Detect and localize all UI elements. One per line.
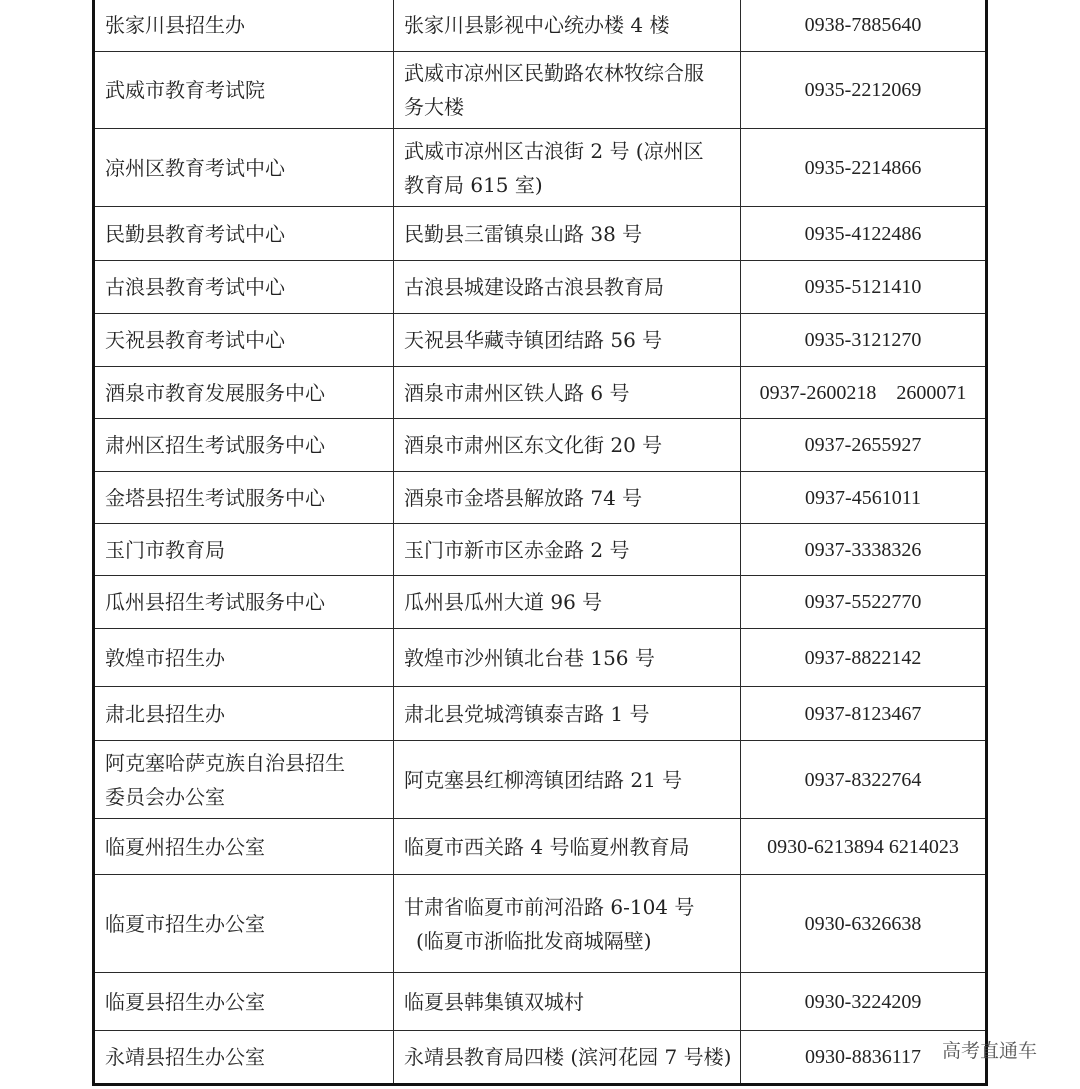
office-name-cell	[94, 367, 394, 419]
address-line: 瓜州县瓜州大道 96 号	[404, 590, 603, 614]
address-line: 天祝县华藏寺镇团结路 56 号	[404, 328, 663, 352]
address-cell	[394, 973, 741, 1031]
address-line: 酒泉市金塔县解放路 74 号	[404, 485, 643, 510]
phone-cell: 0930-3224209	[741, 973, 987, 1031]
admissions-office-contact-table	[92, 0, 988, 1086]
contact-table-container	[92, 0, 988, 1086]
office-name-cell	[94, 819, 394, 875]
table-row	[94, 261, 987, 314]
office-name-line: 临夏市招生办公室	[105, 911, 265, 936]
address-cell	[394, 207, 741, 261]
phone-cell: 0938-7885640	[741, 0, 987, 52]
address-line: 临夏县韩集镇双城村	[404, 989, 584, 1014]
phone-cell: 0937-2600218 2600071	[741, 367, 987, 419]
address-line: 古浪县城建设路古浪县教育局	[404, 275, 664, 299]
table-row	[94, 687, 987, 741]
address-cell	[394, 875, 741, 973]
office-name-cell	[94, 1031, 394, 1085]
office-name-line: 酒泉市教育发展服务中心	[105, 380, 325, 405]
office-name-cell	[94, 875, 394, 973]
table-row	[94, 973, 987, 1031]
address-line: 敦煌市沙州镇北台巷 156 号	[404, 645, 655, 670]
office-name-cell	[94, 576, 394, 629]
table-row	[94, 52, 987, 129]
phone-cell: 0937-3338326	[741, 524, 987, 576]
table-row	[94, 419, 987, 472]
address-line: 武威市凉州区民勤路农林牧综合服	[404, 61, 704, 85]
address-cell	[394, 687, 741, 741]
office-name-line: 阿克塞哈萨克族自治县招生	[105, 750, 345, 775]
address-cell	[394, 819, 741, 875]
phone-cell: 0937-8123467	[741, 687, 987, 741]
phone-cell: 0935-3121270	[741, 314, 987, 367]
address-line: 酒泉市肃州区铁人路 6 号	[404, 380, 630, 405]
phone-cell: 0937-8822142	[741, 629, 987, 687]
address-cell	[394, 472, 741, 524]
table-row	[94, 472, 987, 524]
address-line: 张家川县影视中心统办楼 4 楼	[404, 13, 670, 37]
address-line: 教育局 615 室)	[404, 172, 543, 197]
address-line: 临夏市西关路 4 号临夏州教育局	[404, 834, 690, 859]
office-name-cell	[94, 419, 394, 472]
office-name-cell	[94, 207, 394, 261]
address-cell	[394, 741, 741, 819]
office-name-cell	[94, 629, 394, 687]
table-row	[94, 875, 987, 973]
address-line: 务大楼	[404, 95, 464, 119]
phone-cell: 0937-2655927	[741, 419, 987, 472]
address-line: 玉门市新市区赤金路 2 号	[404, 537, 630, 562]
office-name-cell	[94, 52, 394, 129]
office-name-line: 临夏州招生办公室	[105, 834, 265, 859]
office-name-line: 瓜州县招生考试服务中心	[105, 590, 325, 614]
table-row	[94, 576, 987, 629]
office-name-line: 委员会办公室	[105, 784, 225, 809]
office-name-line: 民勤县教育考试中心	[105, 221, 285, 246]
phone-cell: 0937-4561011	[741, 472, 987, 524]
office-name-cell	[94, 314, 394, 367]
phone-cell: 0930-8836117	[741, 1031, 987, 1085]
address-cell	[394, 129, 741, 207]
address-cell	[394, 261, 741, 314]
office-name-line: 张家川县招生办	[105, 13, 245, 37]
address-cell	[394, 629, 741, 687]
phone-cell: 0930-6213894 6214023	[741, 819, 987, 875]
phone-cell: 0937-5522770	[741, 576, 987, 629]
table-row	[94, 819, 987, 875]
office-name-cell	[94, 0, 394, 52]
address-line: 肃北县党城湾镇泰吉路 1 号	[404, 701, 650, 726]
table-row	[94, 207, 987, 261]
phone-cell: 0935-2214866	[741, 129, 987, 207]
office-name-cell	[94, 472, 394, 524]
address-cell	[394, 419, 741, 472]
table-row	[94, 367, 987, 419]
office-name-line: 天祝县教育考试中心	[105, 328, 285, 352]
office-name-line: 金塔县招生考试服务中心	[105, 485, 325, 510]
address-cell	[394, 0, 741, 52]
address-cell	[394, 1031, 741, 1085]
table-row	[94, 0, 987, 52]
office-name-line: 临夏县招生办公室	[105, 989, 265, 1014]
address-line: 阿克塞县红柳湾镇团结路 21 号	[404, 767, 683, 792]
table-row	[94, 129, 987, 207]
office-name-line: 玉门市教育局	[105, 537, 225, 562]
table-row	[94, 629, 987, 687]
address-cell	[394, 52, 741, 129]
address-line: 武威市凉州区古浪街 2 号 (凉州区	[404, 138, 704, 163]
table-row	[94, 314, 987, 367]
phone-cell: 0937-8322764	[741, 741, 987, 819]
office-name-cell	[94, 973, 394, 1031]
address-line: 民勤县三雷镇泉山路 38 号	[404, 221, 643, 246]
phone-cell: 0935-2212069	[741, 52, 987, 129]
address-cell	[394, 367, 741, 419]
address-line: (临夏市浙临批发商城隔壁)	[416, 928, 652, 953]
office-name-cell	[94, 261, 394, 314]
office-name-line: 敦煌市招生办	[105, 645, 225, 670]
office-name-line: 凉州区教育考试中心	[105, 155, 285, 180]
address-cell	[394, 314, 741, 367]
table-row	[94, 741, 987, 819]
address-cell	[394, 524, 741, 576]
office-name-cell	[94, 741, 394, 819]
phone-cell: 0935-4122486	[741, 207, 987, 261]
office-name-cell	[94, 524, 394, 576]
phone-cell: 0930-6326638	[741, 875, 987, 973]
office-name-cell	[94, 687, 394, 741]
address-cell	[394, 576, 741, 629]
watermark-text: 高考直通车	[942, 1040, 1038, 1062]
address-line: 酒泉市肃州区东文化街 20 号	[404, 433, 663, 457]
table-row	[94, 1031, 987, 1085]
address-line: 永靖县教育局四楼 (滨河花园 7 号楼)	[404, 1045, 732, 1069]
office-name-line: 古浪县教育考试中心	[105, 275, 285, 299]
office-name-cell	[94, 129, 394, 207]
phone-cell: 0935-5121410	[741, 261, 987, 314]
office-name-line: 肃州区招生考试服务中心	[105, 433, 325, 457]
address-line: 甘肃省临夏市前河沿路 6-104 号	[404, 894, 695, 919]
table-body	[94, 0, 987, 1085]
office-name-line: 肃北县招生办	[105, 701, 225, 726]
table-row	[94, 524, 987, 576]
office-name-line: 永靖县招生办公室	[105, 1045, 265, 1069]
office-name-line: 武威市教育考试院	[105, 78, 265, 102]
